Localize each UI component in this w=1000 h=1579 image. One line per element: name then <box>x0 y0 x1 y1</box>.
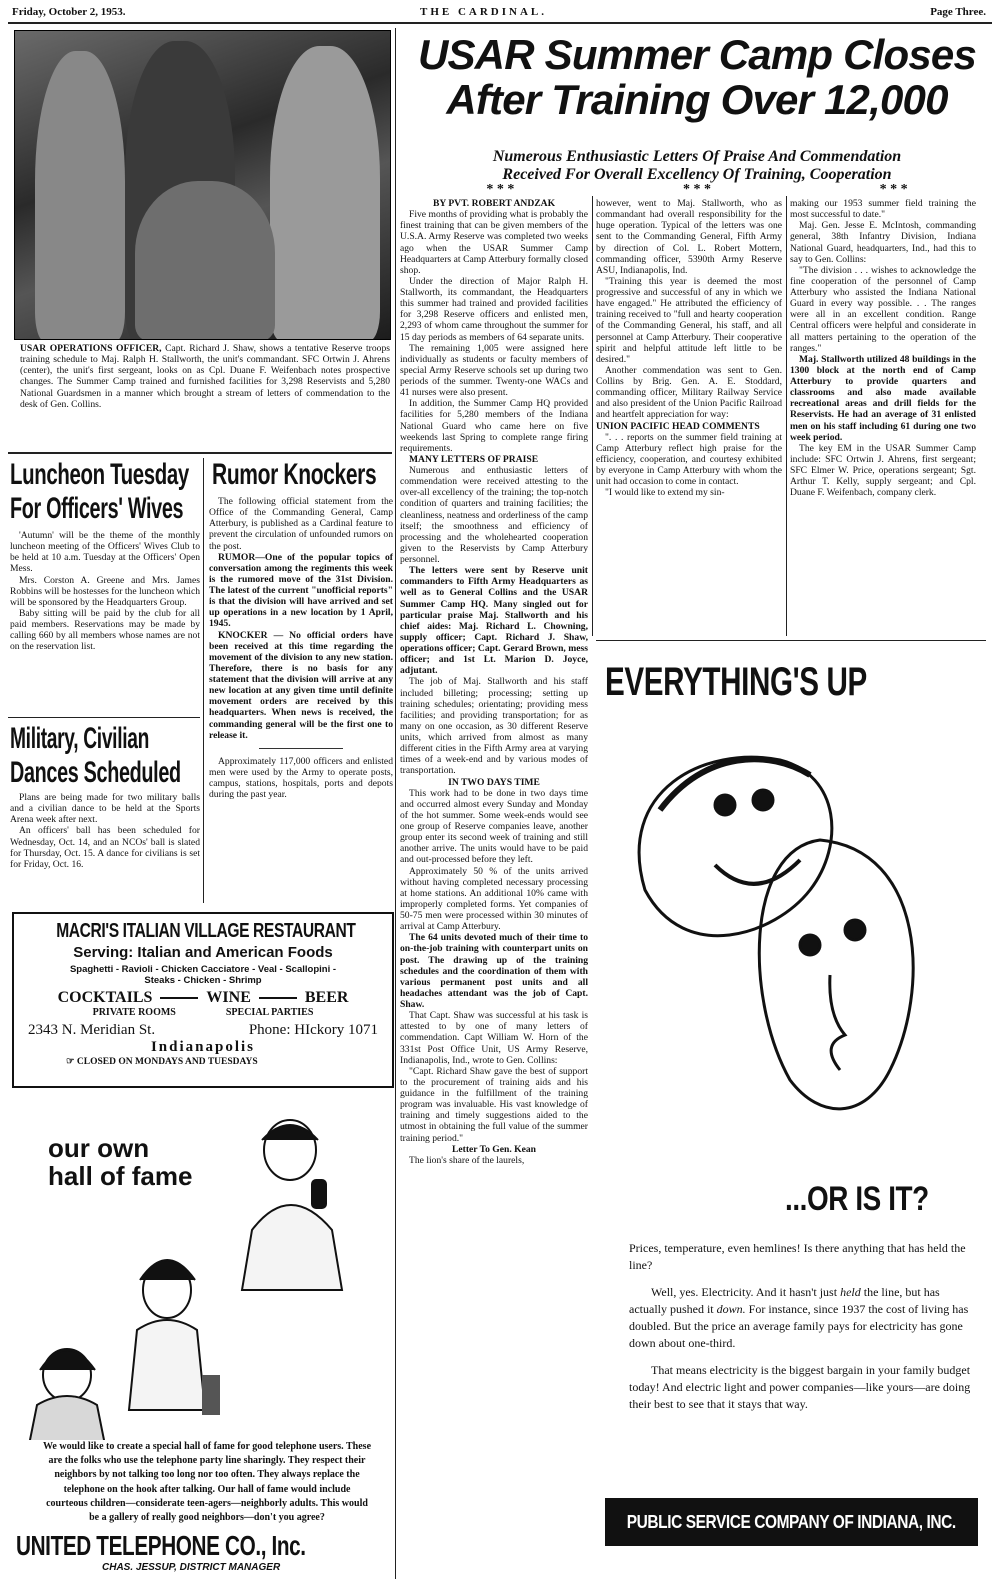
subhead-kean: Letter To Gen. Kean <box>451 1143 537 1155</box>
story-para: "The division . . . wishes to acknowledge the fine cooperation of the personnel of Camp Atterbury who assisted the Indiana National Guard in every way possible. . . The ranges were all in an excellent condition. Range Central officers were helpful and considerate in all matters pertaining to the operation of the ranges." <box>790 264 976 354</box>
woman-illustration <box>129 1260 205 1410</box>
photo-caption <box>20 343 390 410</box>
hall-of-fame-line1: our own <box>48 1133 150 1163</box>
macri-private: PRIVATE ROOMS <box>92 1007 176 1018</box>
electric-text-held: held <box>840 1285 861 1300</box>
dances-para: Plans are being made for two military balls and a civilian dance to be held at the Sports Arena week after next. <box>10 792 200 826</box>
caption-text: Capt. Richard J. Shaw, shows a tentative Reserve troops training schedule to Maj. Ralph H. Stallworth, the unit's commandant. SFC Ortwin J. Ahrens (center), the unit's first sergeant, looks on as Cpl. Duane F. Weifenbach notes prospective changes. The Summer Camp trained and furnished facilities for 3,298 Reservists and 5,280 National Guardsmen in a manner which brought a stream of letters of commendation to the desk of Gen. Collins. <box>20 343 390 410</box>
column-rule <box>203 458 204 903</box>
byline: BY PVT. ROBERT ANDZAK <box>432 198 556 209</box>
dances-headline-line1: Military, Civilian <box>10 722 149 755</box>
column-rule <box>592 196 593 636</box>
story-para: "Capt. Richard Shaw gave the best of support to the procurement of training aids and his guidance in the fulfillment of the training program was invaluable. His vast knowledge of training and timely suggestions aided to the utmost in obtaining the full value of the summer training period." <box>400 1065 588 1144</box>
story-para: "I would like to extend my sin- <box>605 487 725 499</box>
macri-serving: Serving: Italian and American Foods <box>73 944 333 961</box>
main-story-column-2 <box>596 198 782 498</box>
public-service-company: PUBLIC SERVICE COMPANY OF INDIANA, INC. <box>627 1511 957 1532</box>
story-para: Approximately 50 % of the units arrived without having completed necessary processing at home stations. An additional 10% came with improperly completed forms. Yet companies of 50-75 men were processed within 30 minutes of arrival at Camp Atterbury. <box>400 865 588 933</box>
story-para: The remaining 1,005 were assigned here individually as students or faculty members of special Army Reserve schools set up during two periods of the summer. Twenty-one WACs and 41 nurses were also present. <box>400 342 588 399</box>
story-para: Maj. Gen. Jesse E. McIntosh, commanding general, 38th Infantry Division, Indiana National Guard, headquarters, Ind., had this to say to Gen. Collins: <box>790 220 976 265</box>
macri-closed <box>14 1056 392 1067</box>
macri-closed-text: CLOSED ON MONDAYS AND TUESDAYS <box>76 1057 258 1067</box>
subhead-two-days: IN TWO DAYS TIME <box>448 776 540 788</box>
macri-menu-1: Spaghetti - Ravioli - Chicken Cacciatore - Veal - Scallopini - <box>69 964 337 975</box>
macri-phone: Phone: HIckory 1071 <box>248 1022 378 1038</box>
deck-stars <box>402 182 992 198</box>
rumor-intro: The following official statement from the Office of the Commanding General, Camp Atterbury, is published as a Cardinal feature to prevent the circulation of unfounded rumors on the post. <box>209 496 393 552</box>
macri-address: 2343 N. Meridian St. <box>28 1022 156 1038</box>
main-story-column-1 <box>400 198 588 1166</box>
story-para: ". . . reports on the summer field training at Camp Atterbury reflect high praise for the efficiency, cooperation, and courtesy exhibited by everyone in Camp Atterbury with whom the unit had occasion to come in contact. <box>596 431 782 488</box>
electric-text: the line, but has actually pushed it <box>629 1285 940 1317</box>
everythings-up-headline: EVERYTHING'S UP <box>605 660 867 704</box>
rumor-headline-text: Rumor Knockers <box>212 458 377 491</box>
luncheon-para: Mrs. Corston A. Greene and Mrs. James Robbins will be hostesses for the luncheon which will be sponsored by the Headquarters Group. <box>10 574 200 608</box>
story-para: The key EM in the USAR Summer Camp include: SFC Ortwin J. Ahrens, first sergeant; SFC Elmer W. Price, operations sergeant; Sgt. Arthur T. Kelly, supply sergeant; and Cpl. Duane F. Weifenbach, company clerk. <box>790 442 976 499</box>
dances-headline <box>10 722 200 792</box>
story-para: making our 1953 summer field training the most successful to date." <box>790 198 976 221</box>
macri-wine: WINE <box>206 989 251 1006</box>
dances-story <box>10 792 200 870</box>
neighbors-illustration <box>12 1100 394 1440</box>
main-headline <box>402 32 992 123</box>
stars-divider: * * * <box>682 182 711 197</box>
issue-date: Friday, October 2, 1953. <box>12 6 126 18</box>
man-on-phone-illustration <box>242 1120 342 1290</box>
luncheon-story <box>10 530 200 652</box>
story-para-bold: The 64 units devoted much of their time to on-the-job training with counterpart units on post. The drawing up of the training schedules and the coordination of them with various permanent post units and all headaches attendant was the job of Capt. Shaw. <box>400 932 588 1010</box>
electric-ad-copy <box>629 1240 971 1413</box>
pointing-hand-icon: ☞ <box>66 1057 75 1067</box>
luncheon-headline <box>10 458 200 528</box>
story-para: The job of Maj. Stallworth and his staff included billeting; processing; setting up training schedules; orientating; providing mess facilities; and providing transportation; for as many on one occasion, as 30 different Reserve units, which arrived from almost as many different cities in the Fifth Army area at varying times of a week-end and by various modes of transportation. <box>400 676 588 777</box>
story-para: Under the direction of Major Ralph H. Stallworth, its commandant, the Headquarters this summer had trained and provided facilities for 3,298 Reserve officers and enlisted men, 2,293 of whom came throughout the summer for 15 day periods as members of 64 separate units. <box>400 275 588 343</box>
story-para: Five months of providing what is probably the finest training that can be given members of the U.S.A. Army Reserve was completed two weeks ago when the USAR Summer Camp Headquarters at Camp Atterbury formally closed shop. <box>400 209 588 276</box>
macri-beer: BEER <box>304 989 349 1006</box>
cartoon-faces <box>605 720 990 1150</box>
electric-para: That means electricity is the biggest bargain in your family budget today! And electric light and power companies—like yours—are doing their best to see that it stays that way. <box>629 1363 971 1412</box>
section-rule <box>8 717 200 718</box>
luncheon-para: Baby sitting will be paid by the club for all paid members. Reservations may be made by calling 660 by all members whose names are not on the reservation list. <box>10 607 200 653</box>
or-is-it-tagline: ...OR IS IT? <box>785 1180 929 1218</box>
electric-ad <box>605 660 990 1575</box>
rumor-filler: Approximately 117,000 officers and enlisted men were used by the Army to operate posts, campus, stations, hospitals, ports and depots during the past year. <box>209 755 393 801</box>
macri-ad <box>12 912 394 1088</box>
story-para: however, went to Maj. Stallworth, who as commandant had overall responsibility for the huge operation. Typical of the letters was one sent to the Commanding General, Fifth Army by direction of Col. L. Robert Mottern, commanding officer, 5390th Army Reserve ASU, Indianapolis, Ind. <box>596 198 782 276</box>
page-number: Page Three. <box>930 6 986 18</box>
column-rule <box>395 28 396 1579</box>
telephone-manager: CHAS. JESSUP, DISTRICT MANAGER <box>102 1562 281 1573</box>
electric-para: Prices, temperature, even hemlines! Is there anything that has held the line? <box>629 1241 966 1273</box>
stars-divider: * * * <box>486 182 515 197</box>
story-para: "Training this year is deemed the most progressive and successful of any in which we have engaged." He attributed the efficiency of training received to "full and hearty cooperation of the Commanding General, his staff, and all personnel at Camp Atterbury. Their cooperative spirit and helpful attitude left little to be desired." <box>596 275 782 365</box>
main-deck-line2: Received For Overall Excellency Of Training, Cooperation <box>502 166 892 184</box>
main-headline-line2: After Training Over 12,000 <box>446 76 948 124</box>
worried-face-illustration <box>759 840 913 1109</box>
main-deck <box>402 148 992 184</box>
header-rule <box>8 22 992 24</box>
subhead-praise: MANY LETTERS OF PRAISE <box>409 453 539 465</box>
story-para: This work had to be done in two days time and occurred almost every Sunday and Monday of the hot summer. Some week-ends would see one group of Reserve companies leave, another group enter its second week of training and still another arrive. The units would have to be paid and out-processed before they left. <box>400 787 588 866</box>
main-headline-line1: USAR Summer Camp Closes <box>417 31 977 78</box>
electric-text-down: down. <box>716 1302 746 1317</box>
dances-para: An officers' ball has been scheduled for Wednesday, Oct. 14, and an NCOs' ball is slated for Thursday, Oct. 15. A dance for civilians is set for Friday, Oct. 16. <box>10 825 200 870</box>
macri-contact <box>14 1022 392 1039</box>
telephone-company: UNITED TELEPHONE CO., Inc. <box>16 1530 306 1560</box>
telephone-ad-body: We would like to create a special hall of fame for good telephone users. These are the folks who use the telephone party line sharingly. They respect their neighbors by not talking too long nor too often. They always replace the telephone on the hook after talking. Our hall of fame would include courteous children—considerate teen-agers—neighborly adults. This would be a gallery of really good neighbors—don't you agree? <box>42 1441 372 1523</box>
section-rule <box>596 640 986 641</box>
luncheon-headline-line1: Luncheon Tuesday <box>10 458 189 491</box>
story-para: Numerous and enthusiastic letters of commendation were received attesting to the over-all excellency of the training; the top-notch condition of quarters and training facilities; the cleanliness, neatness and orderliness of the camp itself; the smoothness and efficiency of processing and the wholehearted cooperation given to the Reservists by Camp Atterbury personnel. <box>400 465 588 565</box>
macri-drinks <box>14 989 392 1007</box>
caption-lead: USAR OPERATIONS OFFICER, <box>20 343 162 354</box>
story-para: The lion's share of the laurels, <box>409 1154 525 1166</box>
paper-name: THE CARDINAL. <box>420 6 548 18</box>
macri-name: MACRI'S ITALIAN VILLAGE RESTAURANT <box>56 920 356 942</box>
rumor-headline <box>212 458 397 494</box>
story-para-bold: Maj. Stallworth utilized 48 buildings in the 1300 block at the north end of Camp Atterbury to provide quarters and classrooms and also made available recreational areas and drill fields for the Reservists. He had an average of 31 enlisted men on his staff including 61 during one two week period. <box>790 353 976 443</box>
rumor-story <box>209 496 393 800</box>
electric-text: Well, yes. Electricity. And it hasn't just <box>651 1285 841 1300</box>
main-deck-line1: Numerous Enthusiastic Letters Of Praise And Commendation <box>492 148 902 165</box>
stars-divider: * * * <box>879 182 908 197</box>
main-story-column-3 <box>790 198 976 498</box>
luncheon-headline-line2: For Officers' Wives <box>10 492 184 525</box>
macri-special: SPECIAL PARTIES <box>225 1007 314 1018</box>
macri-rooms <box>14 1007 392 1018</box>
rumor-rumor: RUMOR—One of the popular topics of conversation among the regiments this week is the rumored move of the 31st Division. The latest of the current "unofficial reports" is that the division will have arrived and set up operations in a new location by 1 April, 1945. <box>209 551 393 630</box>
electric-para <box>629 1284 971 1352</box>
telephone-company-wrap <box>16 1530 394 1560</box>
story-para: In addition, the Summer Camp HQ provided facilities for 5,280 members of the Indiana National Guard who came here on five weekends last Spring to complete range firing requirements. <box>400 398 588 454</box>
dances-headline-line2: Dances Scheduled <box>10 756 181 789</box>
macri-menu-2: Steaks - Chicken - Shrimp <box>144 975 262 986</box>
story-para-bold: The letters were sent by Reserve unit commanders to Fifth Army Headquarters as well as to General Collins and the USAR Summer Camp HQ. Many singled out for particular praise Maj. Stallworth and his chief aides: Maj. Richard L. Chowning, supply officer; Capt. Richard J. Shaw, operations officer; Capt. Gerard Brown, mess officer; and 1st Lt. Marion D. Joyce, adjutant. <box>400 565 588 677</box>
rumor-knocker: KNOCKER — No official orders have been received at this time regarding the movement of the division to any new station. Therefore, there is no basis for any statement that the division will arrive at any new location at any given time until definite movement orders are received by this headquarters. When news is received, the commanding general will be the first one to release it. <box>209 629 393 741</box>
electric-text: For instance, since 1937 the cost of living has doubled. But the price an average family pays for electricity has gone down about one-third. <box>629 1302 969 1351</box>
macri-city: Indianapolis <box>150 1039 256 1055</box>
telephone-illustration <box>202 1375 220 1415</box>
luncheon-para: 'Autumn' will be the theme of the monthly luncheon meeting of the Officers' Wives Club to be held at 10 a.m. Tuesday at the Officers' Open Mess. <box>10 530 200 575</box>
macri-cocktails: COCKTAILS <box>57 989 153 1006</box>
story-para: That Capt. Shaw was successful at his task is attested to by one of many letters of commendation. Capt William W. Horn of the 331st Post Office Unit, US Army Reserve, Indianapolis, Ind., wrote to Gen. Collins: <box>400 1010 588 1066</box>
girl-illustration <box>29 1349 105 1440</box>
public-service-banner <box>605 1498 978 1546</box>
section-rule <box>8 452 392 454</box>
telephone-ad <box>12 1100 394 1575</box>
column-rule <box>786 196 787 636</box>
story-para: Another commendation was sent to Gen. Collins by Brig. Gen. A. E. Stoddard, commanding officer, Military Railway Service and also president of the Union Pacific Railroad and heartfelt appreciation for way: <box>596 364 782 421</box>
hall-of-fame-line2: hall of fame <box>48 1161 193 1192</box>
news-photo <box>14 30 391 340</box>
subhead-union: UNION PACIFIC HEAD COMMENTS <box>596 420 760 432</box>
